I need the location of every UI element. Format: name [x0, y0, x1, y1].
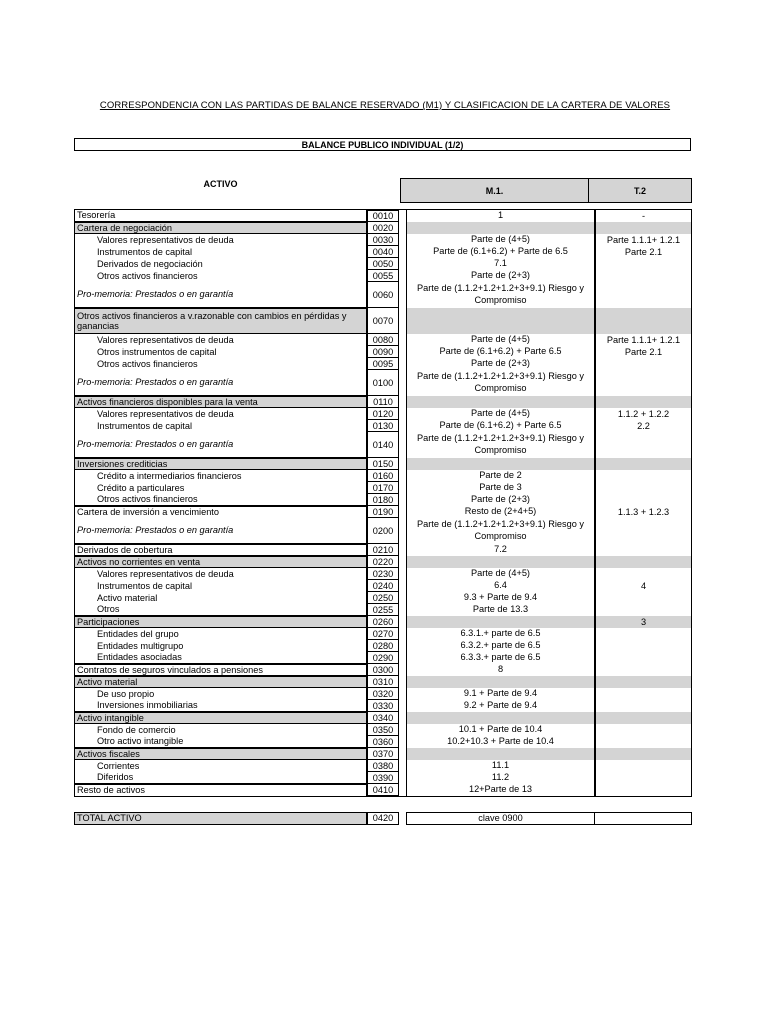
table-row [74, 346, 692, 358]
row-t2 [595, 308, 692, 334]
row-t2 [595, 568, 692, 580]
row-label: Otros [74, 604, 367, 616]
table-row [74, 222, 692, 234]
row-t2: 4 [595, 580, 692, 592]
row-m1: Parte de (4+5) [406, 334, 595, 346]
row-code: 0060 [367, 282, 399, 308]
row-m1: Parte de (6.1+6.2) + Parte 6.5 [406, 346, 595, 358]
row-label: Inversiones inmobiliarias [74, 700, 367, 712]
table-row [74, 724, 692, 736]
total-code: 0420 [367, 812, 399, 825]
row-m1: 10.1 + Parte de 10.4 [406, 724, 595, 736]
row-code: 0280 [367, 640, 399, 652]
row-code: 0270 [367, 628, 399, 640]
row-m1: 11.2 [406, 772, 595, 784]
row-label: Activo intangible [74, 712, 367, 724]
table-row [74, 592, 692, 604]
row-t2 [595, 772, 692, 784]
row-code: 0220 [367, 556, 399, 568]
row-t2 [595, 270, 692, 282]
row-t2 [595, 470, 692, 482]
row-code: 0190 [367, 506, 399, 518]
table-row [74, 772, 692, 784]
row-label: Pro-memoria: Prestados o en garantía [74, 282, 367, 308]
row-t2 [595, 282, 692, 308]
row-m1: 9.1 + Parte de 9.4 [406, 688, 595, 700]
row-t2: 1.1.3 + 1.2.3 [595, 506, 692, 518]
row-label: Otro activo intangible [74, 736, 367, 748]
row-code: 0390 [367, 772, 399, 784]
table-row [74, 506, 692, 518]
row-t2 [595, 482, 692, 494]
row-label: Contratos de seguros vinculados a pensiones [74, 664, 367, 676]
table-row [74, 628, 692, 640]
row-m1: Parte de (4+5) [406, 408, 595, 420]
table-row [74, 396, 692, 408]
row-m1: Parte de (1.1.2+1.2+1.2+3+9.1) Riesgo y Compromiso [406, 370, 595, 396]
table-row [74, 282, 692, 308]
row-m1: Parte de (1.1.2+1.2+1.2+3+9.1) Riesgo y Compromiso [406, 282, 595, 308]
row-label: Tesorería [74, 210, 367, 222]
table-row [74, 470, 692, 482]
row-code: 0310 [367, 676, 399, 688]
table-row [74, 568, 692, 580]
row-code: 0230 [367, 568, 399, 580]
row-m1: Parte de 3 [406, 482, 595, 494]
row-label: Pro-memoria: Prestados o en garantía [74, 370, 367, 396]
row-code: 0250 [367, 592, 399, 604]
row-code: 0095 [367, 358, 399, 370]
table-row [74, 676, 692, 688]
row-t2 [595, 664, 692, 676]
table-row [74, 652, 692, 664]
table-row [74, 246, 692, 258]
document-heading: CORRESPONDENCIA CON LAS PARTIDAS DE BALANCE RESERVADO (M1) Y CLASIFICACION DE LA CARTERA DE VALORES [99, 100, 671, 111]
row-code: 0320 [367, 688, 399, 700]
table-row [74, 308, 692, 334]
row-label: Participaciones [74, 616, 367, 628]
row-t2: 3 [595, 616, 692, 628]
row-code: 0080 [367, 334, 399, 346]
row-t2: 2.2 [595, 420, 692, 432]
row-t2 [595, 736, 692, 748]
row-m1: Resto de (2+4+5) [406, 506, 595, 518]
row-code: 0360 [367, 736, 399, 748]
row-code: 0370 [367, 748, 399, 760]
row-label: Activos no corrientes en venta [74, 556, 367, 568]
row-label: Derivados de negociación [74, 258, 367, 270]
row-m1: Parte de 2 [406, 470, 595, 482]
row-m1: 6.4 [406, 580, 595, 592]
row-code: 0350 [367, 724, 399, 736]
table-row [74, 556, 692, 568]
row-t2 [595, 258, 692, 270]
row-m1: 1 [406, 210, 595, 222]
row-t2 [595, 518, 692, 544]
table-row [74, 640, 692, 652]
table-row [74, 420, 692, 432]
row-t2 [595, 712, 692, 724]
row-m1: 9.3 + Parte de 9.4 [406, 592, 595, 604]
row-code: 0130 [367, 420, 399, 432]
row-code: 0030 [367, 234, 399, 246]
table-row [74, 334, 692, 346]
row-label: Corrientes [74, 760, 367, 772]
table-row [74, 736, 692, 748]
row-m1: 6.3.3.+ parte de 6.5 [406, 652, 595, 664]
row-code: 0010 [367, 210, 399, 222]
row-code: 0160 [367, 470, 399, 482]
table-row [74, 700, 692, 712]
row-label: Derivados de cobertura [74, 544, 367, 556]
table-row [74, 458, 692, 470]
row-label: Entidades multigrupo [74, 640, 367, 652]
row-t2: Parte 2.1 [595, 346, 692, 358]
row-label: Entidades del grupo [74, 628, 367, 640]
row-m1: 6.3.1.+ parte de 6.5 [406, 628, 595, 640]
row-m1 [406, 396, 595, 408]
row-label: De uso propio [74, 688, 367, 700]
row-label: Activo material [74, 592, 367, 604]
row-t2: 1.1.2 + 1.2.2 [595, 408, 692, 420]
row-code: 0340 [367, 712, 399, 724]
row-label: Valores representativos de deuda [74, 334, 367, 346]
column-header-m1: M.1. [400, 178, 589, 203]
row-label: Otros activos financieros [74, 270, 367, 282]
table-row [74, 258, 692, 270]
row-t2 [595, 640, 692, 652]
row-code: 0120 [367, 408, 399, 420]
row-t2 [595, 784, 692, 796]
table-row [74, 664, 692, 676]
row-label: Entidades asociadas [74, 652, 367, 664]
table-row [74, 482, 692, 494]
row-t2 [595, 494, 692, 506]
table-row [74, 370, 692, 396]
row-code: 0380 [367, 760, 399, 772]
activo-label: ACTIVO [203, 179, 238, 189]
row-code: 0150 [367, 458, 399, 470]
row-label: Otros instrumentos de capital [74, 346, 367, 358]
row-t2 [595, 358, 692, 370]
total-m1: clave 0900 [406, 812, 595, 825]
row-label: Crédito a intermediarios financieros [74, 470, 367, 482]
table-row [74, 688, 692, 700]
row-label: Cartera de negociación [74, 222, 367, 234]
row-code: 0290 [367, 652, 399, 664]
row-t2 [595, 628, 692, 640]
row-code: 0055 [367, 270, 399, 282]
row-m1: 12+Parte de 13 [406, 784, 595, 796]
row-m1: Parte de (1.1.2+1.2+1.2+3+9.1) Riesgo y Compromiso [406, 518, 595, 544]
row-t2: Parte 2.1 [595, 246, 692, 258]
row-m1: Parte de (2+3) [406, 270, 595, 282]
table-row [74, 270, 692, 282]
row-t2: Parte 1.1.1+ 1.2.1 [595, 234, 692, 246]
row-code: 0255 [367, 604, 399, 616]
table-row [74, 358, 692, 370]
row-t2 [595, 676, 692, 688]
table-row [74, 544, 692, 556]
row-m1 [406, 556, 595, 568]
table-row [74, 616, 692, 628]
row-m1: Parte de (4+5) [406, 234, 595, 246]
row-label: Fondo de comercio [74, 724, 367, 736]
row-m1: Parte de (4+5) [406, 568, 595, 580]
row-m1 [406, 458, 595, 470]
row-code: 0210 [367, 544, 399, 556]
row-t2 [595, 396, 692, 408]
row-label: Pro-memoria: Prestados o en garantía [74, 518, 367, 544]
table-row [74, 234, 692, 246]
row-code: 0100 [367, 370, 399, 396]
row-label: Resto de activos [74, 784, 367, 796]
row-m1: Parte de 13.3 [406, 604, 595, 616]
row-code: 0020 [367, 222, 399, 234]
row-t2 [595, 222, 692, 234]
table-row [74, 580, 692, 592]
row-code: 0050 [367, 258, 399, 270]
row-t2: - [595, 210, 692, 222]
row-code: 0240 [367, 580, 399, 592]
row-label: Cartera de inversión a vencimiento [74, 506, 367, 518]
row-code: 0090 [367, 346, 399, 358]
row-label: Instrumentos de capital [74, 580, 367, 592]
row-m1 [406, 222, 595, 234]
row-m1: Parte de (1.1.2+1.2+1.2+3+9.1) Riesgo y Compromiso [406, 432, 595, 458]
row-label: Instrumentos de capital [74, 420, 367, 432]
row-label: Diferidos [74, 772, 367, 784]
table-row [74, 518, 692, 544]
total-t2 [595, 812, 692, 825]
row-m1: 11.1 [406, 760, 595, 772]
row-code: 0140 [367, 432, 399, 458]
table-row [74, 748, 692, 760]
row-code: 0170 [367, 482, 399, 494]
row-m1: 7.2 [406, 544, 595, 556]
row-code: 0330 [367, 700, 399, 712]
row-m1 [406, 712, 595, 724]
row-m1 [406, 616, 595, 628]
row-m1: 6.3.2.+ parte de 6.5 [406, 640, 595, 652]
row-label: Pro-memoria: Prestados o en garantía [74, 432, 367, 458]
column-header-t2: T.2 [588, 178, 692, 203]
row-m1 [406, 748, 595, 760]
row-label: Otros activos financieros [74, 494, 367, 506]
row-m1: Parte de (2+3) [406, 358, 595, 370]
row-t2 [595, 688, 692, 700]
row-m1: Parte de (2+3) [406, 494, 595, 506]
row-code: 0070 [367, 308, 399, 334]
row-label: Crédito a particulares [74, 482, 367, 494]
row-t2 [595, 604, 692, 616]
row-code: 0180 [367, 494, 399, 506]
row-label: Activos fiscales [74, 748, 367, 760]
table-row [74, 432, 692, 458]
row-label: Valores representativos de deuda [74, 408, 367, 420]
table-row [74, 760, 692, 772]
row-m1 [406, 308, 595, 334]
row-code: 0410 [367, 784, 399, 796]
row-t2 [595, 370, 692, 396]
row-t2 [595, 652, 692, 664]
table-row [74, 604, 692, 616]
row-label: Instrumentos de capital [74, 246, 367, 258]
row-t2 [595, 556, 692, 568]
row-t2 [595, 544, 692, 556]
row-m1: 9.2 + Parte de 9.4 [406, 700, 595, 712]
row-label: Otros activos financieros [74, 358, 367, 370]
balance-table [74, 209, 692, 797]
row-m1: Parte de (6.1+6.2) + Parte 6.5 [406, 420, 595, 432]
row-m1: Parte de (6.1+6.2) + Parte de 6.5 [406, 246, 595, 258]
row-t2 [595, 760, 692, 772]
total-label: TOTAL ACTIVO [74, 812, 367, 825]
row-label: Valores representativos de deuda [74, 234, 367, 246]
row-code: 0200 [367, 518, 399, 544]
row-t2 [595, 432, 692, 458]
row-t2 [595, 458, 692, 470]
row-code: 0040 [367, 246, 399, 258]
row-code: 0260 [367, 616, 399, 628]
row-m1: 8 [406, 664, 595, 676]
row-m1: 10.2+10.3 + Parte de 10.4 [406, 736, 595, 748]
table-row [74, 712, 692, 724]
table-row [74, 408, 692, 420]
row-t2 [595, 724, 692, 736]
row-label: Activo material [74, 676, 367, 688]
row-label: Otros activos financieros a v.razonable con cambios en pérdidas y ganancias [74, 308, 367, 334]
balance-subtitle: BALANCE PUBLICO INDIVIDUAL (1/2) [74, 138, 691, 151]
row-code: 0110 [367, 396, 399, 408]
row-t2 [595, 748, 692, 760]
table-row [74, 210, 692, 222]
row-t2 [595, 592, 692, 604]
row-label: Valores representativos de deuda [74, 568, 367, 580]
row-m1: 7.1 [406, 258, 595, 270]
row-label: Inversiones crediticias [74, 458, 367, 470]
total-row [74, 812, 692, 825]
table-row [74, 784, 692, 796]
row-t2: Parte 1.1.1+ 1.2.1 [595, 334, 692, 346]
row-code: 0300 [367, 664, 399, 676]
row-m1 [406, 676, 595, 688]
row-label: Activos financieros disponibles para la venta [74, 396, 367, 408]
table-row [74, 494, 692, 506]
row-t2 [595, 700, 692, 712]
